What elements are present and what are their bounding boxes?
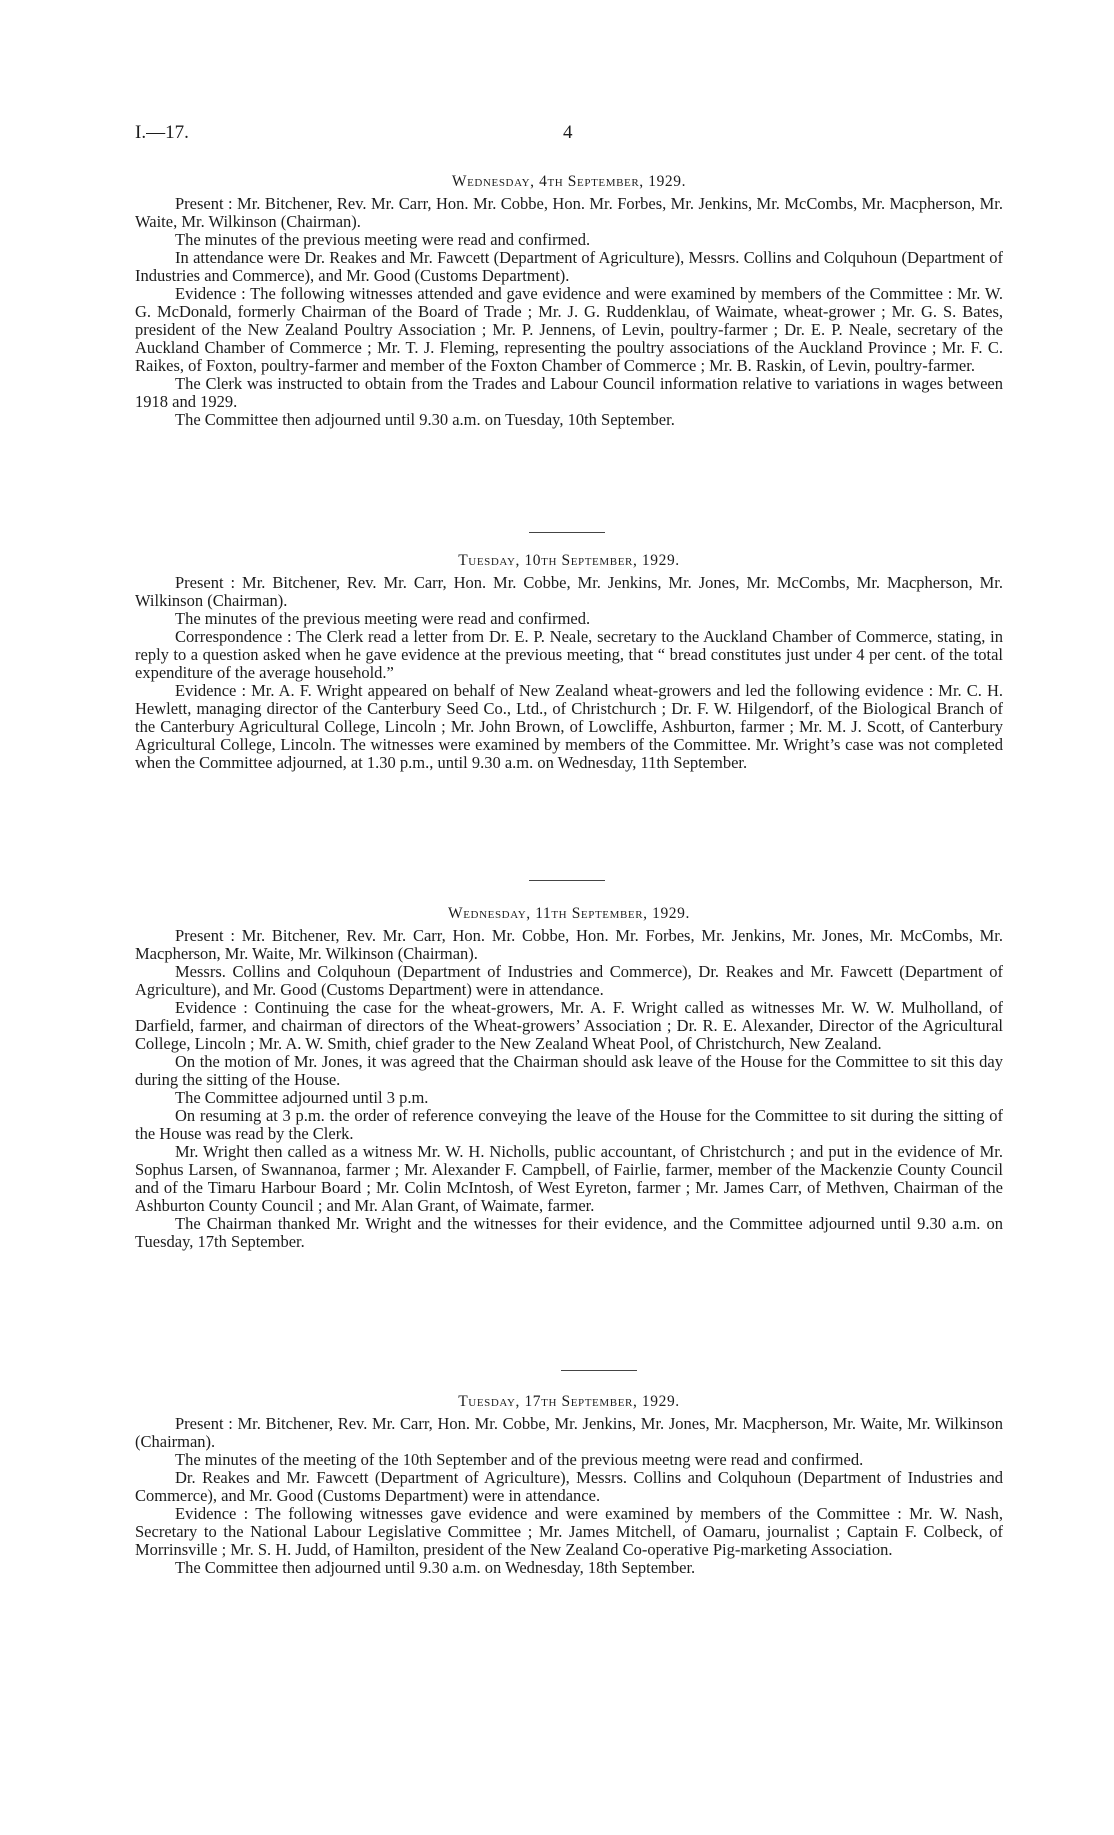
evidence-paragraph: Evidence : The following witnesses gave evidence and were examined by members of the Committee : Mr. W. Nash, Secretary to the National Labour Legislative Committee ; Mr. James Mitchell, of Oamaru, journalist ; Captain F. Colbeck, of Morrinsville ; Mr. S. H. Judd, of Hamilton, president of the New Zealand Co-operative Pig-marketing Association. [135,1504,1003,1559]
resumption-paragraph: On resuming at 3 p.m. the order of reference conveying the leave of the House for the Committee to sit during the sitting of the House was read by the Clerk. [135,1106,1003,1143]
section-divider [561,1370,637,1371]
section-date-heading: Tuesday, 17th September, 1929. [458,1393,680,1410]
adjournment-paragraph: The Committee adjourned until 3 p.m. [175,1088,429,1107]
minutes-section-17-sept [135,1393,1003,1577]
in-attendance-paragraph: Messrs. Collins and Colquhoun (Department of Industries and Commerce), Dr. Reakes and Mr. Fawcett (Department of Agriculture), and Mr. Good (Customs Department) were in attendance. [135,962,1003,999]
attendance-paragraph: Present : Mr. Bitchener, Rev. Mr. Carr, Hon. Mr. Cobbe, Mr. Jenkins, Mr. Jones, Mr. McCombs, Mr. Macpherson, Mr. Wilkinson (Chairman). [135,573,1003,610]
instruction-paragraph: The Clerk was instructed to obtain from the Trades and Labour Council information relative to variations in wages between 1918 and 1929. [135,374,1003,411]
document-reference: I.—17. [135,122,189,143]
attendance-paragraph: Present : Mr. Bitchener, Rev. Mr. Carr, Hon. Mr. Cobbe, Hon. Mr. Forbes, Mr. Jenkins, Mr. Jones, Mr. McCombs, Mr. Macpherson, Mr. Waite, Mr. Wilkinson (Chairman). [135,926,1003,963]
evidence-paragraph: Evidence : Mr. A. F. Wright appeared on behalf of New Zealand wheat-growers and led the following evidence : Mr. C. H. Hewlett, managing director of the Canterbury Seed Co., Ltd., of Christchurch ; Dr. F. W. Hilgendorf, of the Biological Branch of the Canterbury Agricultural College, Lincoln ; Mr. John Brown, of Lowcliffe, Ashburton, farmer ; Mr. M. J. Scott, of Canterbury Agricultural College, Lincoln. The witnesses were examined by members of the Committee. Mr. Wright’s case was not completed when the Committee adjourned, at 1.30 p.m., until 9.30 a.m. on Wednesday, 11th September. [135,681,1003,772]
witness-paragraph: Mr. Wright then called as a witness Mr. W. H. Nicholls, public accountant, of Christchurch ; and put in the evidence of Mr. Sophus Larsen, of Swannanoa, farmer ; Mr. Alexander F. Campbell, of Fairlie, farmer, member of the Mackenzie County Council and of the Timaru Harbour Board ; Mr. Colin McIntosh, of West Eyreton, farmer ; Mr. James Carr, of Methven, Chairman of the Ashburton County Council ; and Mr. Alan Grant, of Waimate, farmer. [135,1142,1003,1215]
in-attendance-paragraph: Dr. Reakes and Mr. Fawcett (Department of Agriculture), Messrs. Collins and Colquhoun (Department of Industries and Commerce), and Mr. Good (Customs Department) were in attendance. [135,1468,1003,1505]
minutes-paragraph: The minutes of the previous meeting were read and confirmed. [175,230,591,249]
adjournment-paragraph: The Committee then adjourned until 9.30 a.m. on Tuesday, 10th September. [175,410,675,429]
adjournment-paragraph: The Committee then adjourned until 9.30 a.m. on Wednesday, 18th September. [175,1558,696,1577]
attendance-paragraph: Present : Mr. Bitchener, Rev. Mr. Carr, Hon. Mr. Cobbe, Mr. Jenkins, Mr. Jones, Mr. Macpherson, Mr. Waite, Mr. Wilkinson (Chairman). [135,1414,1003,1451]
closing-paragraph: The Chairman thanked Mr. Wright and the witnesses for their evidence, and the Committee adjourned until 9.30 a.m. on Tuesday, 17th September. [135,1214,1003,1251]
attendance-paragraph: Present : Mr. Bitchener, Rev. Mr. Carr, Hon. Mr. Cobbe, Hon. Mr. Forbes, Mr. Jenkins, Mr. McCombs, Mr. Macpherson, Mr. Waite, Mr. Wilkinson (Chairman). [135,194,1003,231]
minutes-section-4-sept [135,173,1003,429]
evidence-paragraph: Evidence : Continuing the case for the wheat-growers, Mr. A. F. Wright called as witnesses Mr. W. W. Mulholland, of Darfield, farmer, and chairman of directors of the Wheat-growers’ Association ; Dr. R. E. Alexander, Director of the Agricultural College, Lincoln ; Mr. A. W. Smith, chief grader to the New Zealand Wheat Pool, of Christchurch, New Zealand. [135,998,1003,1053]
minutes-paragraph: The minutes of the previous meeting were read and confirmed. [175,609,591,628]
section-divider [529,532,605,533]
page-number: 4 [563,122,573,143]
section-date-heading: Wednesday, 11th September, 1929. [447,905,690,922]
minutes-section-10-sept [135,552,1003,772]
motion-paragraph: On the motion of Mr. Jones, it was agreed that the Chairman should ask leave of the House for the Committee to sit this day during the sitting of the House. [135,1052,1003,1089]
in-attendance-paragraph: In attendance were Dr. Reakes and Mr. Fawcett (Department of Agriculture), Messrs. Collins and Colquhoun (Department of Industries and Commerce), and Mr. Good (Customs Department). [135,248,1003,285]
section-divider [529,880,605,881]
minutes-paragraph: The minutes of the meeting of the 10th September and of the previous meetng were read and confirmed. [175,1450,864,1469]
minutes-section-11-sept [135,905,1003,1251]
section-date-heading: Wednesday, 4th September, 1929. [451,173,687,190]
correspondence-paragraph: Correspondence : The Clerk read a letter from Dr. E. P. Neale, secretary to the Auckland Chamber of Commerce, stating, in reply to a question asked when he gave evidence at the previous meeting, that “ bread constitutes just under 4 per cent. of the total expenditure of the average household.” [135,627,1003,682]
section-date-heading: Tuesday, 10th September, 1929. [458,552,680,569]
evidence-paragraph: Evidence : The following witnesses attended and gave evidence and were examined by members of the Committee : Mr. W. G. McDonald, formerly Chairman of the Board of Trade ; Mr. J. G. Ruddenklau, of Waimate, wheat-grower ; Mr. G. S. Bates, president of the New Zealand Poultry Association ; Mr. P. Jennens, of Levin, poultry-farmer ; Dr. E. P. Neale, secretary of the Auckland Chamber of Commerce ; Mr. T. J. Fleming, representing the poultry associations of the Auckland Province ; Mr. F. C. Raikes, of Foxton, poultry-farmer and member of the Foxton Chamber of Commerce ; Mr. B. Raskin, of Levin, poultry-farmer. [135,284,1003,375]
